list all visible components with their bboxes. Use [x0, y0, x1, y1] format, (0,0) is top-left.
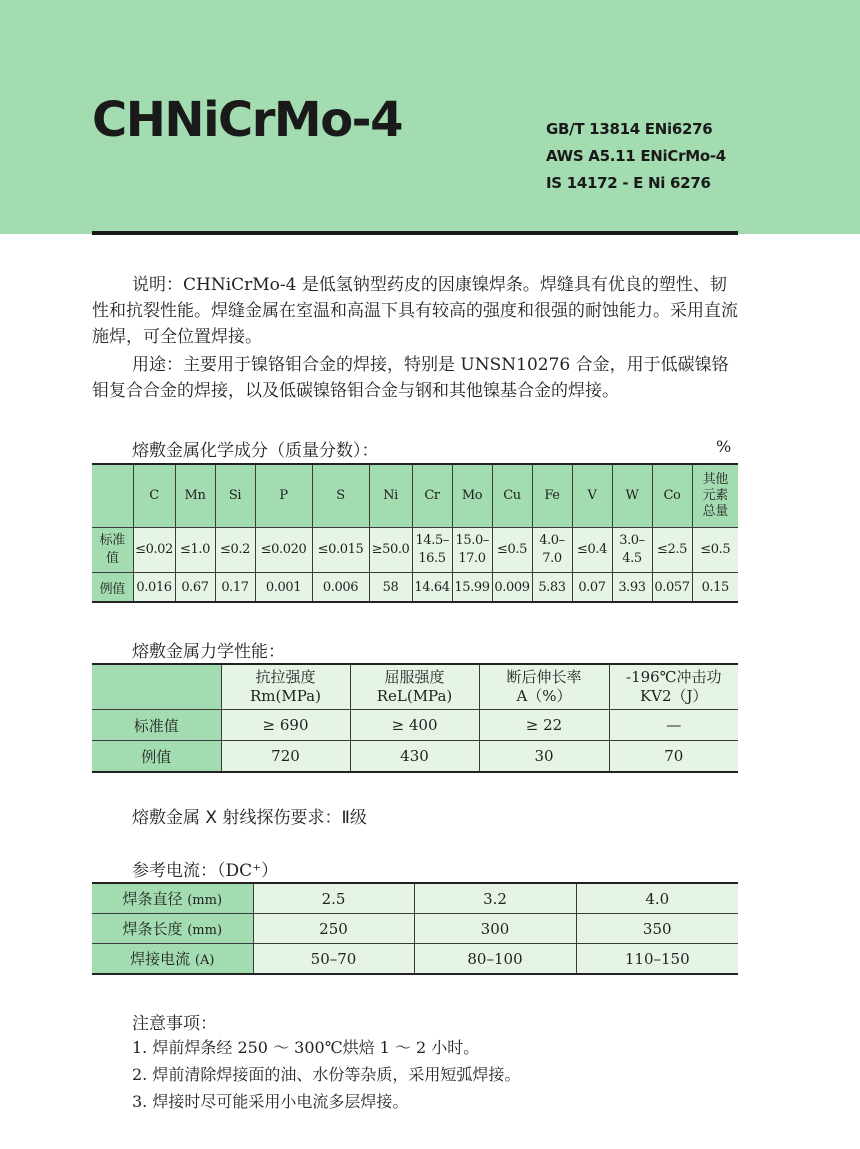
chem-cell: 0.001	[255, 573, 312, 603]
curr-row-label	[92, 944, 253, 975]
chem-col-header: V	[572, 464, 612, 528]
mech-cell: 430	[350, 741, 479, 773]
notes-list	[132, 1034, 520, 1115]
description-text: CHNiCrMo-4 是低氢钠型药皮的因康镍焊条。焊缝具有优良的塑性、韧性和抗裂性能。焊缝金属在室温和高温下具有较高的强度和很强的耐蚀能力。采用直流施焊，可全位置焊接。	[92, 275, 738, 347]
chem-col-header: Cr	[412, 464, 452, 528]
usage-label: 用途：	[132, 355, 183, 375]
chem-cell: 58	[369, 573, 412, 603]
chem-cell: ≤2.5	[652, 528, 692, 573]
chem-cell: ≤0.015	[312, 528, 369, 573]
chem-col-header: P	[255, 464, 312, 528]
mech-cell: ≥ 22	[479, 710, 609, 741]
standard-gb: GB/T 13814 ENi6276	[546, 120, 713, 138]
usage-paragraph	[92, 352, 740, 404]
mech-cell: 70	[609, 741, 738, 773]
chem-col-header: Ni	[369, 464, 412, 528]
mech-col-unit: Rm(MPa)	[250, 687, 321, 705]
chem-col-header: Co	[652, 464, 692, 528]
chem-corner	[92, 464, 133, 528]
xray-requirement: 熔敷金属 X 射线探伤要求：Ⅱ级	[132, 808, 367, 828]
chem-cell: 0.07	[572, 573, 612, 603]
curr-cell: 3.2	[414, 883, 576, 914]
chem-cell: ≥50.0	[369, 528, 412, 573]
description-paragraph	[92, 272, 740, 350]
chem-row-label: 例值	[92, 573, 133, 603]
curr-row-name: 焊条长度	[122, 920, 183, 938]
mech-col-name: 屈服强度	[384, 668, 445, 686]
mech-col-header	[479, 664, 609, 710]
chem-cell: 15.99	[452, 573, 492, 603]
chem-col-header: Mo	[452, 464, 492, 528]
chem-cell: 5.83	[532, 573, 572, 603]
mech-col-name: 抗拉强度	[255, 668, 316, 686]
curr-row-label	[92, 883, 253, 914]
note-item: 2. 焊前清除焊接面的油、水份等杂质，采用短弧焊接。	[132, 1065, 521, 1084]
chem-cell: 14.5–16.5	[412, 528, 452, 573]
chem-row-label: 标准值	[92, 528, 133, 573]
chem-cell: 4.0–7.0	[532, 528, 572, 573]
header-rule	[92, 231, 738, 235]
curr-row-name: 焊条直径	[122, 890, 183, 908]
chem-cell: ≤1.0	[175, 528, 215, 573]
chem-cell: ≤0.020	[255, 528, 312, 573]
chem-col-header: Fe	[532, 464, 572, 528]
chem-cell: ≤0.02	[133, 528, 175, 573]
mech-col-header	[221, 664, 350, 710]
curr-row-label	[92, 914, 253, 944]
standard-aws: AWS A5.11 ENiCrMo-4	[546, 147, 726, 165]
mech-cell: —	[609, 710, 738, 741]
chem-cell: 0.67	[175, 573, 215, 603]
mech-corner	[92, 664, 221, 710]
note-item: 3. 焊接时尽可能采用小电流多层焊接。	[132, 1092, 409, 1111]
chemistry-table	[92, 463, 738, 603]
mech-cell: 30	[479, 741, 609, 773]
chem-col-header: 其他元素总量	[692, 464, 738, 528]
chem-col-header: W	[612, 464, 652, 528]
mechanical-heading: 熔敷金属力学性能：	[132, 642, 285, 662]
mech-col-header	[609, 664, 738, 710]
mech-col-unit: KV2（J）	[639, 687, 708, 705]
curr-row-name: 焊接电流	[130, 950, 191, 968]
chem-col-header: Si	[215, 464, 255, 528]
chemistry-heading: 熔敷金属化学成分（质量分数）：	[132, 441, 379, 461]
curr-cell: 50–70	[253, 944, 414, 975]
chem-cell: 0.006	[312, 573, 369, 603]
curr-row-unit: (mm)	[187, 893, 223, 908]
current-heading: 参考电流：	[132, 861, 217, 881]
usage-text: 主要用于镍铬钼合金的焊接，特别是 UNSN10276 合金，用于低碳镍铬钼复合合金的焊接，以及低碳镍铬钼合金与钢和其他镍基合金的焊接。	[92, 355, 729, 401]
chem-cell: 0.016	[133, 573, 175, 603]
curr-cell: 350	[576, 914, 738, 944]
current-heading-line	[132, 856, 278, 881]
current-type: （DC⁺）	[217, 861, 279, 881]
standards-list	[546, 116, 726, 197]
curr-cell: 300	[414, 914, 576, 944]
mech-col-name: 断后伸长率	[506, 668, 582, 686]
curr-cell: 80–100	[414, 944, 576, 975]
chem-cell: 15.0–17.0	[452, 528, 492, 573]
chem-cell: 0.15	[692, 573, 738, 603]
chem-cell: ≤0.5	[692, 528, 738, 573]
notes-heading: 注意事项：	[132, 1014, 217, 1034]
mech-col-name: -196℃冲击功	[626, 668, 722, 686]
chem-cell: 3.93	[612, 573, 652, 603]
mechanical-table	[92, 663, 738, 773]
current-table	[92, 882, 738, 975]
chem-col-header: S	[312, 464, 369, 528]
chem-cell: ≤0.4	[572, 528, 612, 573]
chem-cell: ≤0.5	[492, 528, 532, 573]
chem-cell: ≤0.2	[215, 528, 255, 573]
mech-cell: 720	[221, 741, 350, 773]
chem-cell: 14.64	[412, 573, 452, 603]
curr-row-unit: (mm)	[187, 923, 223, 938]
product-title: CHNiCrMo-4	[92, 92, 402, 148]
mech-cell: ≥ 690	[221, 710, 350, 741]
standard-is: IS 14172 - E Ni 6276	[546, 174, 711, 192]
chem-col-header: Mn	[175, 464, 215, 528]
curr-row-unit: (A)	[194, 953, 215, 968]
chem-col-header: Cu	[492, 464, 532, 528]
mech-row-label: 例值	[92, 741, 221, 773]
mech-cell: ≥ 400	[350, 710, 479, 741]
mech-col-unit: A（%）	[516, 687, 572, 705]
chem-cell: 0.009	[492, 573, 532, 603]
chem-cell: 3.0–4.5	[612, 528, 652, 573]
curr-cell: 110–150	[576, 944, 738, 975]
curr-cell: 2.5	[253, 883, 414, 914]
curr-cell: 250	[253, 914, 414, 944]
mech-col-header	[350, 664, 479, 710]
chemistry-unit: %	[716, 437, 732, 456]
mech-col-unit: ReL(MPa)	[376, 687, 453, 705]
note-item: 1. 焊前焊条经 250 ～ 300℃烘焙 1 ～ 2 小时。	[132, 1038, 480, 1057]
mech-row-label: 标准值	[92, 710, 221, 741]
chem-cell: 0.17	[215, 573, 255, 603]
curr-cell: 4.0	[576, 883, 738, 914]
chem-col-header: C	[133, 464, 175, 528]
description-label: 说明：	[132, 275, 183, 295]
chem-cell: 0.057	[652, 573, 692, 603]
